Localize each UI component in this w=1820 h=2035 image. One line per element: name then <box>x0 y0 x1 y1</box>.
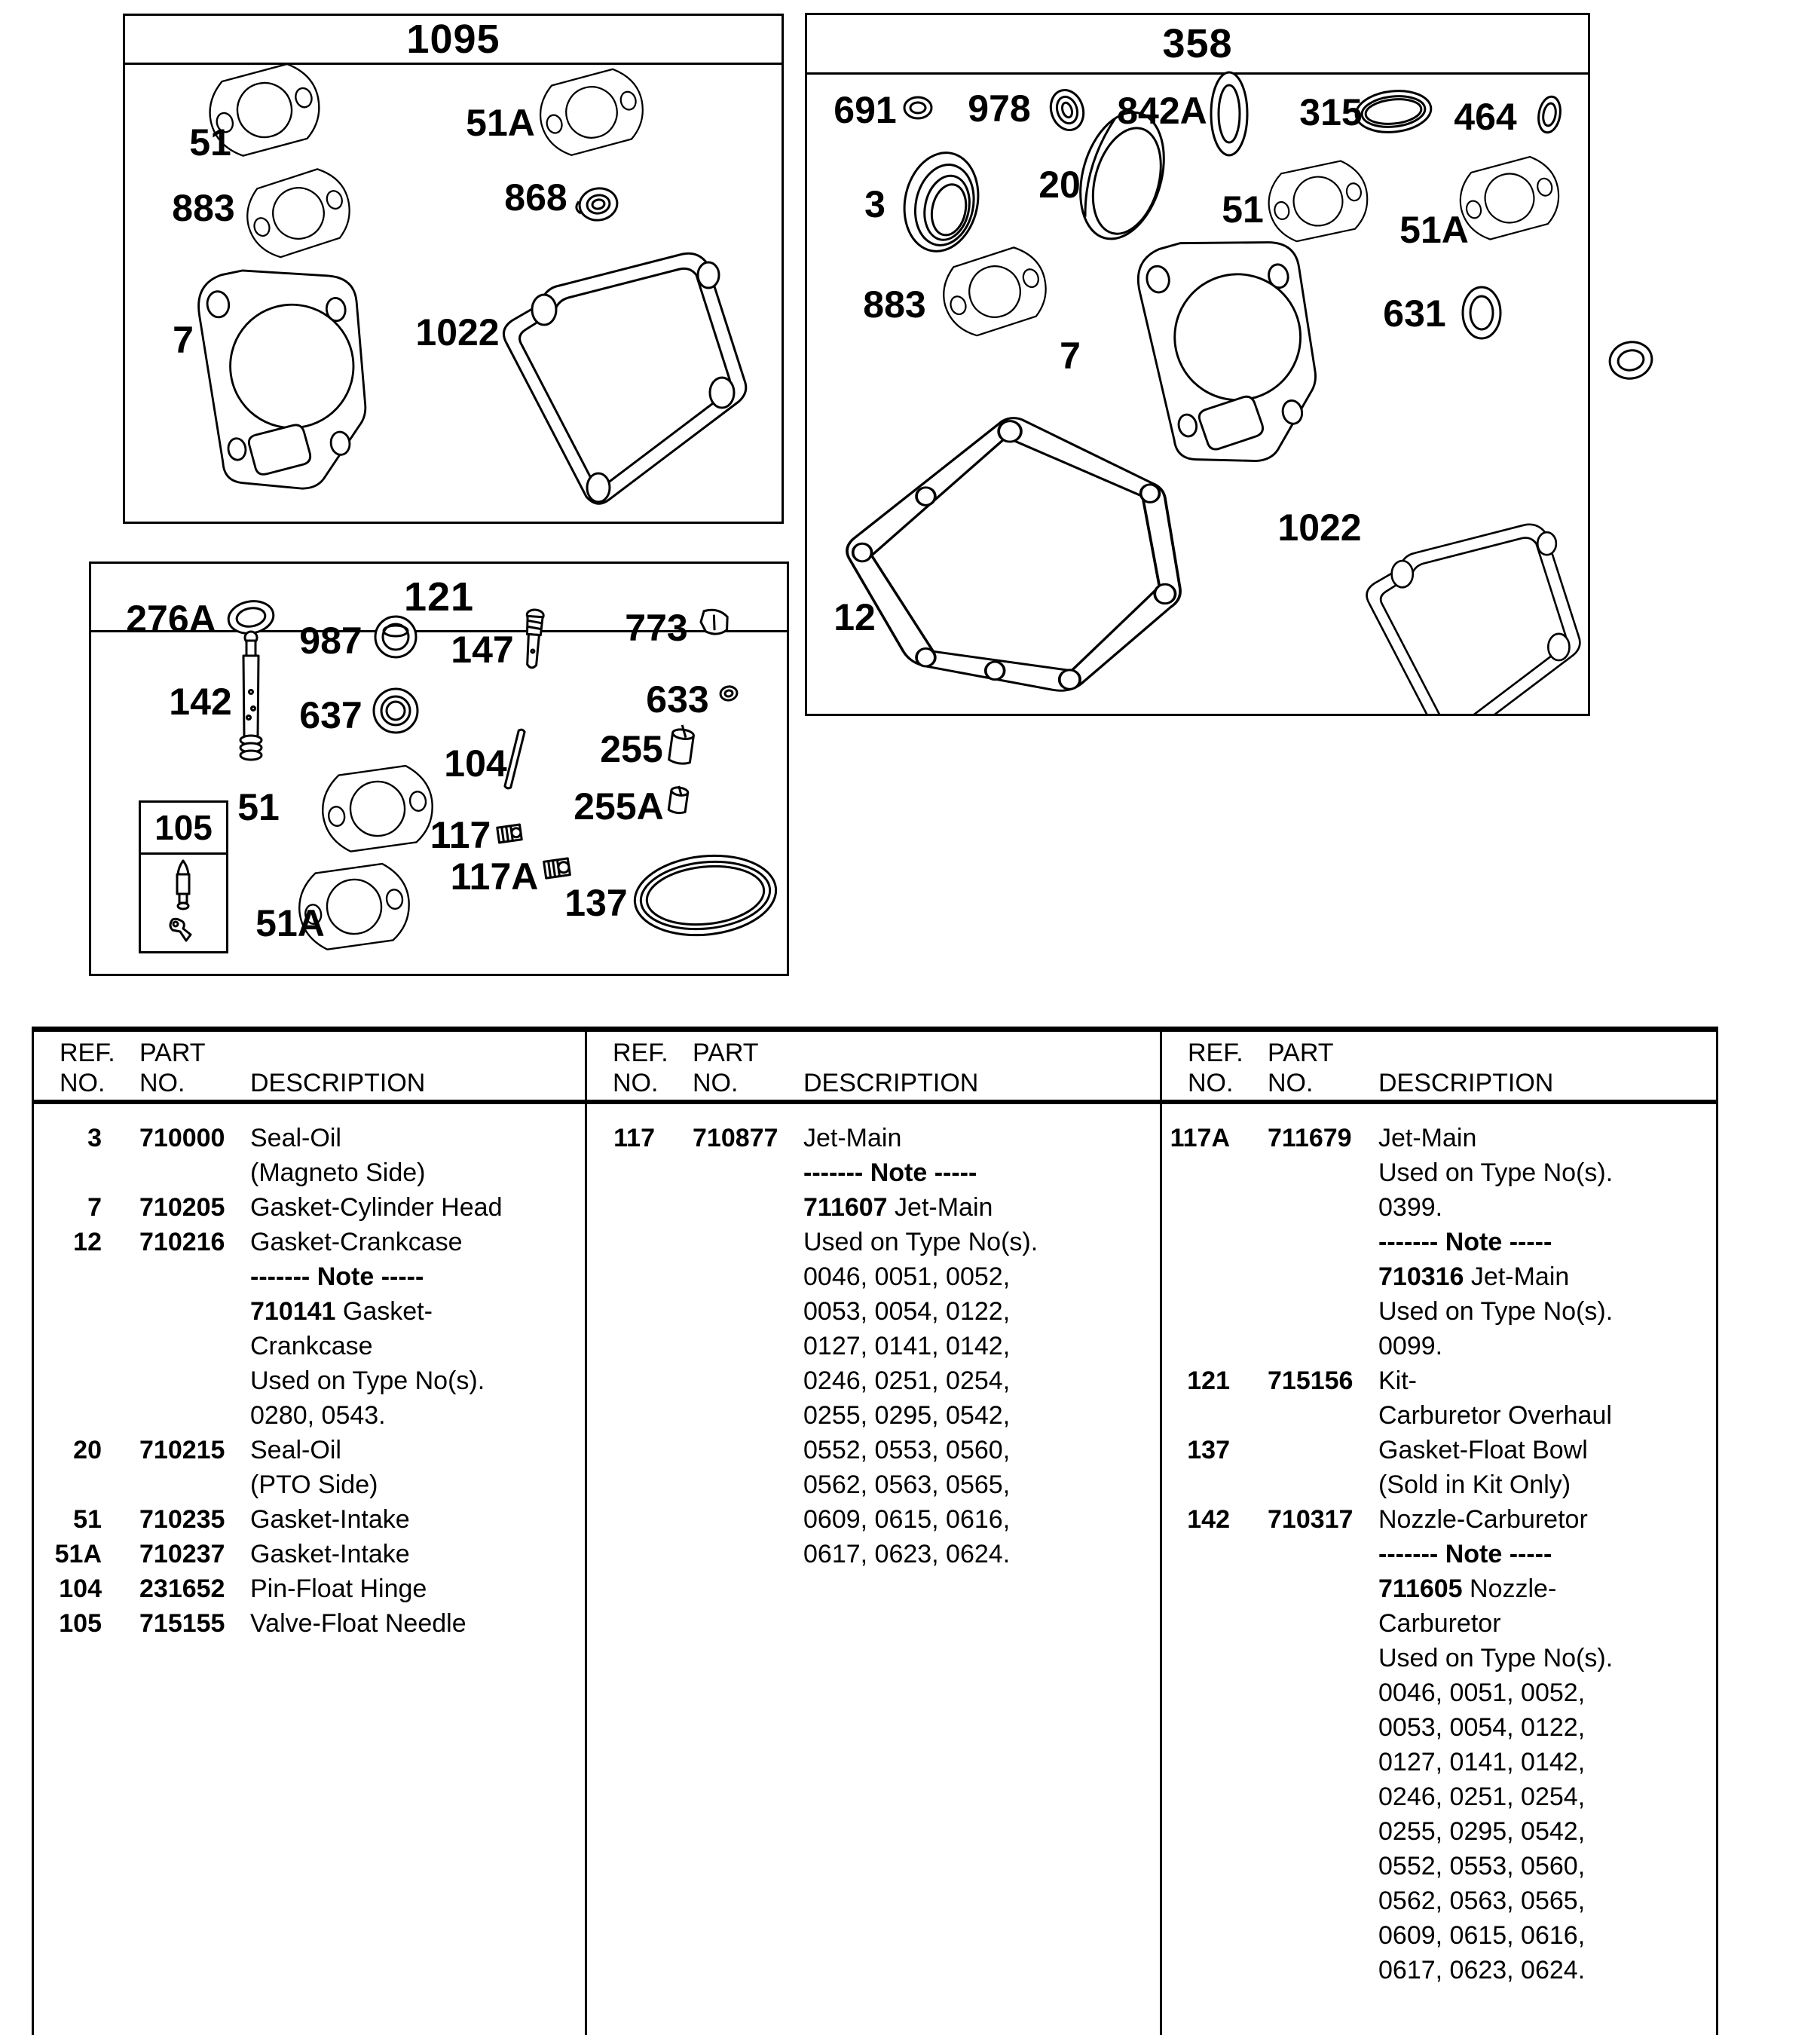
description-line: Seal-Oil <box>250 1124 341 1152</box>
description-cell <box>241 1433 585 1502</box>
callout-1022: 1022 <box>1277 506 1362 549</box>
description-line: 0609, 0615, 0616, <box>1378 1921 1586 1950</box>
callout-631: 631 <box>1383 292 1446 335</box>
header-part-line2: NO. <box>1268 1069 1314 1097</box>
callout-104: 104 <box>444 742 507 785</box>
jet-117a-drawing <box>544 858 570 878</box>
header-description: DESCRIPTION <box>1378 1069 1554 1097</box>
jet-117-drawing <box>497 825 522 843</box>
description-line: 0562, 0563, 0565, <box>1378 1887 1586 1915</box>
parts-table-column-1 <box>34 1032 585 2035</box>
description-line: Crankcase <box>250 1332 373 1360</box>
gasket-51-drawing <box>318 763 438 855</box>
needle-147-drawing <box>523 609 543 668</box>
callout-51: 51 <box>189 121 231 164</box>
description-cell <box>1369 1433 1716 1502</box>
ref-no-cell: 142 <box>1187 1505 1230 1534</box>
header-part-line1: PART <box>693 1039 759 1067</box>
callout-51a: 51A <box>255 902 325 944</box>
header-part-line2: NO. <box>693 1069 739 1097</box>
description-cell <box>1369 1121 1716 1363</box>
callout-147: 147 <box>451 629 514 671</box>
description-line: 0255, 0295, 0542, <box>1378 1817 1586 1846</box>
ref-no-cell: 104 <box>59 1574 102 1603</box>
ref-no-cell: 51A <box>54 1540 102 1568</box>
table-row <box>587 1121 1160 1571</box>
ref-no-cell: 20 <box>73 1436 102 1464</box>
seal-637-drawing <box>374 689 418 733</box>
description-line: 0552, 0553, 0560, <box>803 1436 1011 1464</box>
description-cell <box>241 1571 585 1606</box>
description-line: Seal-Oil <box>250 1436 341 1464</box>
clip-drawing <box>170 919 191 941</box>
description-line: 0127, 0141, 0142, <box>1378 1748 1586 1776</box>
description-line: 0562, 0563, 0565, <box>803 1470 1011 1499</box>
grommet-987-drawing <box>375 617 416 657</box>
callout-117a: 117A <box>450 855 539 898</box>
description-line: 0053, 0054, 0122, <box>803 1297 1011 1326</box>
part-no-cell: 710216 <box>139 1228 225 1256</box>
washer-633-drawing <box>720 685 739 702</box>
header-ref-line1: REF. <box>1188 1039 1243 1067</box>
box-title-358: 358 <box>807 15 1588 75</box>
table-header <box>587 1032 1160 1104</box>
callout-464: 464 <box>1454 96 1517 138</box>
seal-842a-drawing <box>1211 72 1247 155</box>
callout-255a: 255A <box>574 785 664 828</box>
description-line: 0617, 0623, 0624. <box>803 1540 1011 1568</box>
diagram-subbox-105 <box>139 800 228 953</box>
ref-no-cell: 105 <box>59 1609 102 1638</box>
description-line: 0046, 0051, 0052, <box>1378 1678 1586 1707</box>
table-row <box>34 1433 585 1502</box>
table-rows <box>587 1104 1160 1571</box>
part-no-cell <box>1230 1433 1369 1502</box>
header-part-line2: NO. <box>139 1069 185 1097</box>
part-no-cell: 710317 <box>1268 1505 1354 1534</box>
description-line: Used on Type No(s). <box>1378 1158 1614 1187</box>
part-no-cell: 710000 <box>139 1124 225 1152</box>
table-row <box>34 1190 585 1225</box>
callout-51a: 51A <box>466 102 535 144</box>
diagram-box-358 <box>805 13 1590 716</box>
header-description: DESCRIPTION <box>250 1069 426 1097</box>
description-line: 0046, 0051, 0052, <box>803 1262 1011 1291</box>
description-line: Kit- <box>1378 1366 1417 1395</box>
callout-773: 773 <box>625 607 688 649</box>
gasket-12-drawing <box>847 418 1180 691</box>
description-line: Gasket-Intake <box>250 1505 410 1534</box>
ref-no-cell: 121 <box>1187 1366 1230 1395</box>
header-ref-line1: REF. <box>60 1039 115 1067</box>
description-line: 0099. <box>1378 1332 1443 1360</box>
description-line: (Magneto Side) <box>250 1158 426 1187</box>
description-line: Jet-Main <box>1378 1124 1477 1152</box>
gasket-51-drawing <box>1262 157 1374 245</box>
callout-142: 142 <box>169 681 232 723</box>
description-line: Jet-Main <box>803 1124 902 1152</box>
table-row <box>34 1571 585 1606</box>
nozzle-142-drawing <box>240 632 262 760</box>
header-ref-line2: NO. <box>613 1069 659 1097</box>
float-needle-drawing <box>141 855 226 951</box>
header-ref-line2: NO. <box>60 1069 106 1097</box>
diagram-box-1095 <box>123 14 784 524</box>
ref-no-cell: 117A <box>1170 1124 1230 1152</box>
table-row <box>1162 1502 1716 1988</box>
callout-633: 633 <box>646 678 709 721</box>
oring-137-drawing <box>631 849 780 941</box>
callout-51: 51 <box>237 786 280 828</box>
description-line: Carburetor <box>1378 1609 1501 1638</box>
description-line: 0399. <box>1378 1193 1443 1222</box>
callout-987: 987 <box>299 620 362 662</box>
gasket-7-drawing <box>1132 220 1337 478</box>
description-cell <box>794 1121 1160 1571</box>
description-line: Used on Type No(s). <box>803 1228 1038 1256</box>
gasket-1022-drawing <box>503 253 745 503</box>
table-header <box>1162 1032 1716 1104</box>
description-line: Gasket-Cylinder Head <box>250 1193 503 1222</box>
description-cell <box>1369 1502 1716 1988</box>
header-ref-line1: REF. <box>613 1039 668 1067</box>
callout-868: 868 <box>504 176 567 219</box>
parts-table-column-2 <box>585 1032 1160 2035</box>
ring-464-drawing <box>1536 95 1563 134</box>
ring-691-drawing <box>904 97 931 118</box>
callout-137: 137 <box>564 882 628 924</box>
description-line: Used on Type No(s). <box>1378 1297 1614 1326</box>
gasket-883-drawing <box>238 163 359 264</box>
callout-637: 637 <box>299 694 362 736</box>
description-line: 0280, 0543. <box>250 1401 386 1430</box>
part-no-cell: 715156 <box>1268 1366 1354 1395</box>
screw-255a-drawing <box>668 785 689 814</box>
part-no-cell: 710235 <box>139 1505 225 1534</box>
part-no-cell: 711679 <box>1268 1124 1352 1152</box>
callout-51a: 51A <box>1399 209 1469 251</box>
table-rows <box>1162 1104 1716 1988</box>
parts-table <box>32 1027 1718 2035</box>
table-row <box>34 1121 585 1190</box>
ref-no-cell: 3 <box>87 1124 102 1152</box>
callout-7: 7 <box>1060 335 1081 377</box>
table-row <box>34 1606 585 1641</box>
callout-3: 3 <box>864 183 886 225</box>
description-line: Carburetor Overhaul <box>1378 1401 1612 1430</box>
description-line: 710316 Jet-Main <box>1378 1262 1570 1291</box>
ref-no-cell: 12 <box>73 1228 102 1256</box>
part-no-cell: 715155 <box>139 1609 225 1638</box>
screw-255-drawing <box>668 724 695 764</box>
table-row <box>1162 1363 1716 1433</box>
callout-255: 255 <box>600 728 663 770</box>
callout-20: 20 <box>1038 164 1081 206</box>
description-line: 0127, 0141, 0142, <box>803 1332 1011 1360</box>
header-part-line1: PART <box>139 1039 206 1067</box>
description-line: (Sold in Kit Only) <box>1378 1470 1571 1499</box>
callout-883: 883 <box>863 283 926 326</box>
seal-978-drawing <box>1046 86 1089 134</box>
description-line: 0255, 0295, 0542, <box>803 1401 1011 1430</box>
callout-7: 7 <box>173 319 194 361</box>
description-cell <box>241 1606 585 1641</box>
part-no-cell: 710237 <box>139 1540 225 1568</box>
part-no-cell: 710877 <box>693 1124 778 1152</box>
table-row <box>1162 1121 1716 1363</box>
description-line: Nozzle-Carburetor <box>1378 1505 1588 1534</box>
description-cell <box>241 1225 585 1433</box>
callout-978: 978 <box>968 87 1031 130</box>
description-line: 711607 Jet-Main <box>803 1193 993 1222</box>
description-cell <box>241 1502 585 1537</box>
box-title-1095: 1095 <box>125 16 782 65</box>
ref-no-cell: 7 <box>87 1193 102 1222</box>
part-no-cell: 231652 <box>139 1574 225 1603</box>
table-header <box>34 1032 585 1104</box>
callout-315: 315 <box>1299 91 1363 133</box>
description-line: Used on Type No(s). <box>250 1366 485 1395</box>
ref-no-cell: 137 <box>1187 1436 1230 1464</box>
description-line: ------- Note ----- <box>1378 1228 1552 1256</box>
callout-883: 883 <box>172 187 235 229</box>
gasket-51a-drawing <box>1453 151 1567 244</box>
header-ref-line2: NO. <box>1188 1069 1234 1097</box>
description-line: ------- Note ----- <box>803 1158 977 1187</box>
part-no-cell: 710215 <box>139 1436 225 1464</box>
ring-315-drawing <box>1354 87 1433 136</box>
description-line: Gasket-Float Bowl <box>1378 1436 1588 1464</box>
callout-117: 117 <box>430 814 491 856</box>
callout-1022: 1022 <box>415 311 500 353</box>
description-line: Gasket-Intake <box>250 1540 410 1568</box>
seal-3-drawing <box>895 145 986 258</box>
callout-691: 691 <box>834 89 897 131</box>
plug-773-drawing <box>699 607 730 636</box>
callout-51: 51 <box>1222 188 1264 231</box>
description-line: Valve-Float Needle <box>250 1609 466 1638</box>
header-description: DESCRIPTION <box>803 1069 979 1097</box>
gasket-1022-drawing <box>1367 525 1580 714</box>
callout-12: 12 <box>834 596 876 638</box>
description-line: 711605 Nozzle- <box>1378 1574 1557 1603</box>
table-row <box>34 1225 585 1433</box>
gasket-883-drawing <box>934 241 1055 342</box>
box-title-121: 121 <box>91 564 787 632</box>
table-row <box>34 1537 585 1571</box>
table-row <box>34 1502 585 1537</box>
diagram-box-121 <box>89 562 789 976</box>
description-line: 0609, 0615, 0616, <box>803 1505 1011 1534</box>
description-cell <box>1369 1363 1716 1433</box>
table-row <box>1162 1433 1716 1502</box>
diagram-artwork-1095 <box>125 16 782 522</box>
part-no-cell: 710205 <box>139 1193 225 1222</box>
box-title-105: 105 <box>141 803 226 855</box>
description-line: ------- Note ----- <box>250 1262 424 1291</box>
callout-276a: 276A <box>126 598 216 640</box>
description-line: 0246, 0251, 0254, <box>803 1366 1011 1395</box>
ref-no-cell: 117 <box>613 1124 655 1152</box>
ref-no-cell: 51 <box>73 1505 102 1534</box>
description-line: Pin-Float Hinge <box>250 1574 427 1603</box>
description-cell <box>241 1537 585 1571</box>
description-line: 0246, 0251, 0254, <box>1378 1783 1586 1811</box>
description-line: Used on Type No(s). <box>1378 1644 1614 1672</box>
description-line: 0053, 0054, 0122, <box>1378 1713 1586 1742</box>
callout-842a: 842A <box>1117 90 1207 132</box>
description-line: (PTO Side) <box>250 1470 378 1499</box>
description-line: Gasket-Crankcase <box>250 1228 463 1256</box>
pin-104-drawing <box>504 729 525 789</box>
seal-868-drawing <box>574 185 619 224</box>
description-line: 710141 Gasket- <box>250 1297 433 1326</box>
gasket-51a-drawing <box>533 64 651 161</box>
header-part-line1: PART <box>1268 1039 1334 1067</box>
description-line: 0552, 0553, 0560, <box>1378 1852 1586 1880</box>
gasket-7-drawing <box>194 256 381 500</box>
loose-ring-drawing <box>1598 330 1666 393</box>
description-cell <box>241 1121 585 1190</box>
parts-table-column-3 <box>1160 1032 1716 2035</box>
ring-631-drawing <box>1463 287 1500 338</box>
table-rows <box>34 1104 585 1641</box>
description-line: ------- Note ----- <box>1378 1540 1552 1568</box>
description-cell <box>241 1190 585 1225</box>
description-line: 0617, 0623, 0624. <box>1378 1956 1586 1985</box>
